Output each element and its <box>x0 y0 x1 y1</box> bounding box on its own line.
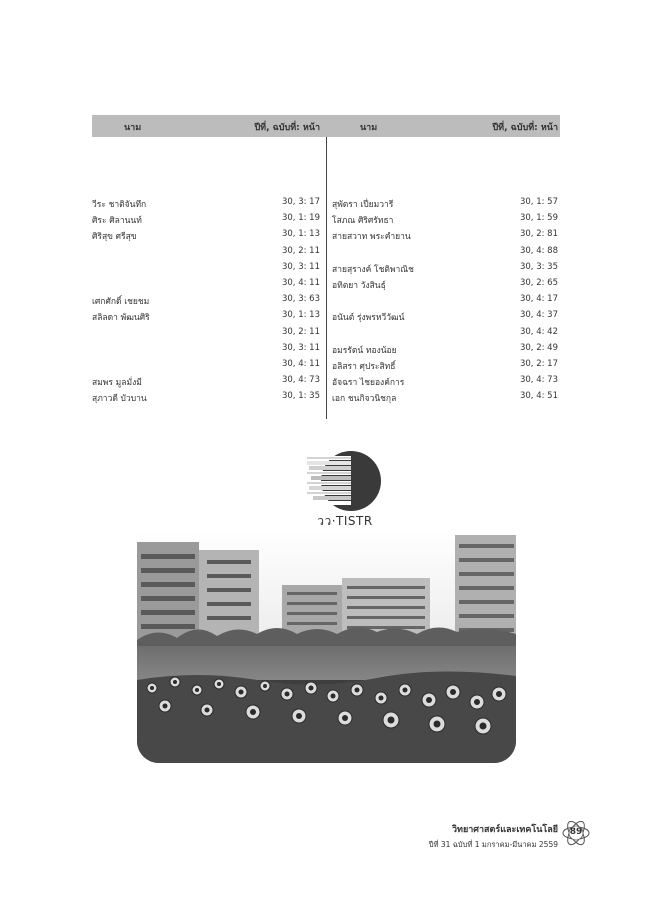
table-row <box>92 211 326 227</box>
issue-reference: 30, 4: 37 <box>519 310 558 321</box>
tistr-logo-icon <box>305 450 385 512</box>
issue-reference: 30, 2: 11 <box>281 245 320 256</box>
author-name: อัจฉรา ไชยองค์การ <box>332 378 405 389</box>
table-row <box>92 292 326 308</box>
author-name: สุพัตรา เปี่ยมวารี <box>332 200 394 210</box>
issue-reference: 30, 2: 49 <box>519 342 558 353</box>
issue-reference: 30, 4: 11 <box>281 277 320 288</box>
issue-reference: 30, 3: 17 <box>281 197 320 207</box>
page-number: 89 <box>569 827 583 837</box>
issue-reference: 30, 2: 65 <box>519 277 558 288</box>
campus-photo <box>137 530 516 763</box>
journal-title: วิทยาศาสตร์และเทคโนโลยี <box>451 825 558 835</box>
campus-photo-icon <box>137 530 516 763</box>
issue-reference: 30, 1: 35 <box>281 391 320 402</box>
table-row <box>92 244 326 260</box>
table-row <box>92 227 326 243</box>
issue-reference: 30, 4: 42 <box>519 326 558 337</box>
table-row <box>92 357 326 373</box>
author-name: เอก ชนกิจวนิชกุล <box>332 394 397 405</box>
journal-issue: ปีที่ 31 ฉบับที่ 1 มกราคม-มีนาคม 2559 <box>428 840 558 849</box>
header-column-left <box>92 115 326 137</box>
page-badge <box>562 819 590 847</box>
table-row <box>326 227 560 243</box>
author-index-table <box>92 115 560 405</box>
table-row <box>326 373 560 389</box>
issue-reference: 30, 3: 35 <box>519 261 558 272</box>
issue-reference: 30, 1: 57 <box>519 197 558 207</box>
issue-reference: 30, 1: 19 <box>281 213 320 224</box>
author-name: อมรรัตน์ ทองน้อย <box>332 345 397 356</box>
author-name: สายสุรางค์ โชติพาณิช <box>332 264 414 275</box>
author-name: อลิสรา ศุประสิทธิ์ <box>332 361 396 372</box>
issue-reference: 30, 2: 81 <box>519 229 558 240</box>
author-name: อนันต์ รุ่งพรหวีวัฒน์ <box>332 313 405 324</box>
author-name: ศิริสุข ศรีสุข <box>92 232 137 243</box>
issue-reference: 30, 1: 59 <box>519 213 558 224</box>
right-column <box>326 137 560 405</box>
table-row <box>92 341 326 357</box>
table-row <box>326 244 560 260</box>
table-row <box>326 276 560 292</box>
table-row <box>92 389 326 405</box>
table-row <box>326 357 560 373</box>
table-row <box>326 260 560 276</box>
table-row <box>326 389 560 405</box>
issue-reference: 30, 3: 63 <box>281 294 320 305</box>
header-ref-label: ปีที่, ฉบับที่: หน้า <box>254 123 320 133</box>
table-row <box>92 276 326 292</box>
author-name: วีระ ชาติจันทึก <box>92 200 147 210</box>
issue-reference: 30, 4: 73 <box>519 375 558 386</box>
issue-reference: 30, 4: 73 <box>281 375 320 386</box>
page-footer <box>429 822 558 851</box>
author-name: สลิลดา พัฒนศิริ <box>92 313 150 324</box>
table-row <box>326 341 560 357</box>
author-name: สมพร มูลมั่งมี <box>92 378 142 389</box>
issue-reference: 30, 2: 11 <box>281 326 320 337</box>
issue-reference: 30, 4: 88 <box>519 245 558 256</box>
issue-reference: 30, 2: 17 <box>519 358 558 369</box>
author-name: เศกศักดิ์ เชยชม <box>92 297 150 308</box>
issue-reference: 30, 3: 11 <box>281 261 320 272</box>
table-row <box>326 292 560 308</box>
issue-reference: 30, 4: 51 <box>519 391 558 402</box>
table-row <box>92 308 326 324</box>
header-ref-label: ปีที่, ฉบับที่: หน้า <box>492 123 558 133</box>
author-name: อทิตยา วังสินธุ์ <box>332 280 386 291</box>
header-column-right <box>326 115 560 137</box>
table-row <box>326 211 560 227</box>
table-header <box>92 115 560 137</box>
header-name-label: นาม <box>360 123 378 133</box>
left-column <box>92 137 326 405</box>
table-row <box>92 260 326 276</box>
issue-reference: 30, 4: 17 <box>519 294 558 305</box>
logo-text: วว·TISTR <box>317 514 373 528</box>
author-name: สายสวาท พระคำยาน <box>332 232 411 243</box>
author-name: สุภาวดี บัวบาน <box>92 394 147 405</box>
author-name: โสภณ ศิริศรัทธา <box>332 216 394 227</box>
table-row <box>326 308 560 324</box>
table-row <box>92 373 326 389</box>
issue-reference: 30, 1: 13 <box>281 310 320 321</box>
table-body <box>92 137 560 405</box>
header-name-label: นาม <box>124 123 142 133</box>
issue-reference: 30, 4: 11 <box>281 358 320 369</box>
author-name: ศิระ ศิลานนท์ <box>92 216 142 227</box>
tistr-logo <box>305 450 385 530</box>
table-row <box>92 195 326 211</box>
table-row <box>326 195 560 211</box>
table-row <box>326 325 560 341</box>
issue-reference: 30, 1: 13 <box>281 229 320 240</box>
issue-reference: 30, 3: 11 <box>281 342 320 353</box>
table-row <box>92 325 326 341</box>
